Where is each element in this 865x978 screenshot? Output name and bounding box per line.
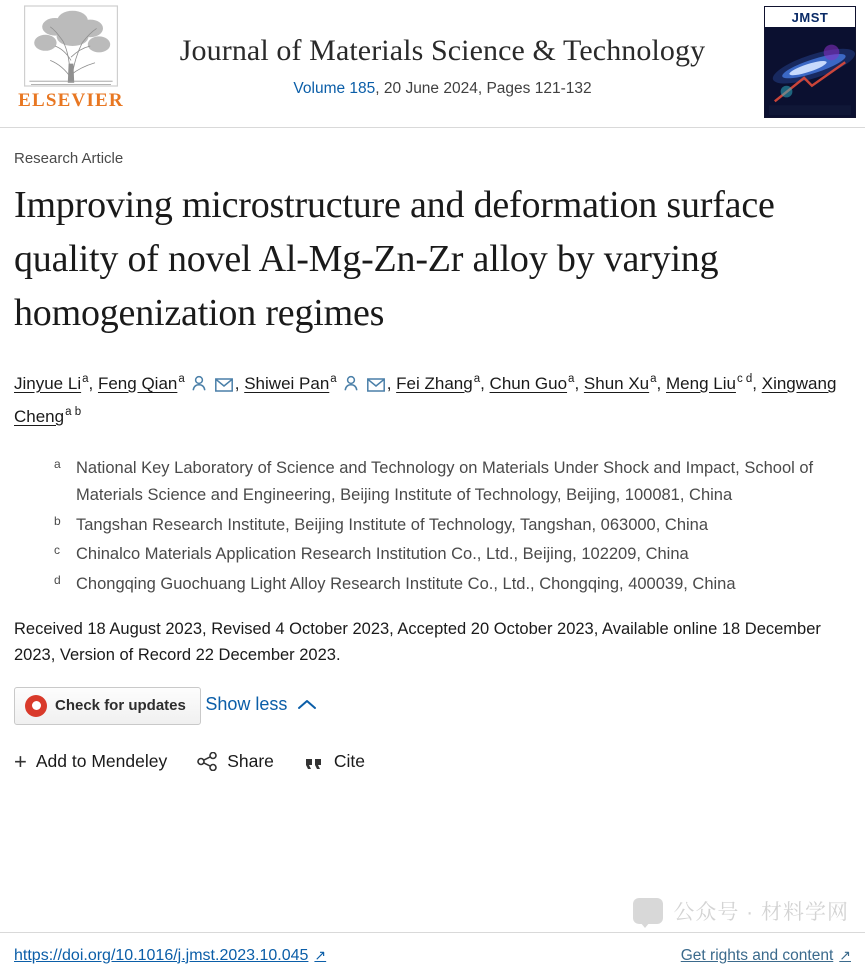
wechat-watermark: [633, 896, 849, 926]
doi-link[interactable]: [14, 947, 326, 965]
author-affiliation-mark: a: [473, 373, 481, 386]
issue-date: , 20 June 2024, Pages 121-132: [375, 79, 592, 97]
share-icon: [197, 752, 218, 771]
get-rights-label: Get rights and content: [680, 946, 834, 964]
author-person-icon[interactable]: [191, 375, 207, 392]
author-affiliation-mark: a: [650, 373, 657, 386]
page-title: Improving microstructure and deformation surface quality of novel Al-Mg-Zn-Zr alloy by varying homogenization regimes: [14, 184, 775, 334]
add-to-mendeley-label: Add to Mendeley: [35, 751, 168, 772]
external-link-icon: ↗: [839, 947, 851, 963]
affiliation-text: National Key Laboratory of Science and Technology on Materials Under Shock and Impact, School of Materials Science and Engineering, Beijing Institute of Technology, Beijing, 100081, China: [76, 459, 814, 504]
article-footer: [0, 932, 865, 978]
affiliation-mark: b: [54, 513, 61, 528]
author-email-icon[interactable]: [215, 378, 233, 392]
article-actions: [14, 748, 851, 774]
elsevier-wordmark: ELSEVIER: [18, 90, 124, 111]
affiliation-text: Chongqing Guochuang Light Alloy Research Institute Co., Ltd., Chongqing, 400039, China: [76, 575, 736, 594]
show-less-toggle[interactable]: [205, 694, 317, 715]
author-separator: ,: [480, 373, 490, 393]
add-to-mendeley-button[interactable]: [14, 748, 168, 774]
author-affiliation-mark: a: [178, 373, 185, 386]
external-link-icon: ↗: [314, 947, 327, 963]
author-separator: ,: [574, 373, 584, 393]
author-affiliation-mark: c d: [736, 373, 753, 386]
author-name[interactable]: Shun Xu: [583, 373, 650, 393]
author-affiliation-mark: a b: [65, 406, 82, 419]
author-affiliation-mark: a: [568, 373, 575, 386]
author-name[interactable]: Meng Liu: [666, 373, 736, 393]
affiliation-text: Tangshan Research Institute, Beijing Institute of Technology, Tangshan, 063000, China: [76, 515, 709, 534]
author-email-icon[interactable]: [367, 378, 385, 392]
article-body: [0, 128, 865, 773]
doi-text: https://doi.org/10.1016/j.jmst.2023.10.045: [14, 946, 309, 964]
author-separator: ,: [386, 373, 397, 393]
share-button[interactable]: [197, 751, 274, 772]
quote-icon: [304, 753, 325, 770]
author-affiliation-mark: a: [330, 373, 337, 386]
author-person-icon[interactable]: [343, 375, 359, 392]
journal-cover-block[interactable]: [755, 0, 865, 127]
affiliation-mark: c: [54, 543, 60, 558]
share-label: Share: [227, 751, 274, 772]
watermark-text: 公众号 · 材料学网: [673, 901, 849, 924]
elsevier-tree-icon: [23, 4, 119, 88]
affiliation-item: [54, 512, 851, 539]
affiliation-mark: d: [54, 573, 61, 588]
author-list: [14, 367, 851, 433]
journal-title-block: [130, 0, 755, 127]
author-affiliation-mark: a: [82, 373, 89, 386]
journal-header: [0, 0, 865, 128]
get-rights-link[interactable]: [681, 947, 851, 965]
affiliation-item: [54, 455, 851, 508]
cover-masthead: JMST: [765, 7, 855, 27]
article-type-label: Research Article: [14, 150, 124, 167]
author-name[interactable]: Chun Guo: [489, 373, 568, 393]
affiliation-list: [14, 455, 851, 598]
show-less-label: Show less: [205, 694, 288, 715]
author-name[interactable]: Xingwang Cheng: [14, 373, 837, 426]
wechat-icon: [633, 898, 663, 924]
crossmark-badge[interactable]: [14, 687, 201, 725]
affiliation-mark: a: [54, 457, 61, 472]
journal-cover-image[interactable]: [764, 6, 856, 118]
cite-button[interactable]: [304, 751, 365, 772]
affiliation-item: [54, 571, 851, 598]
author-separator: ,: [656, 373, 666, 393]
author-separator: ,: [752, 373, 762, 393]
plus-icon: +: [14, 748, 27, 774]
crossmark-label: Check for updates: [55, 697, 186, 715]
volume-link[interactable]: Volume 185: [293, 79, 376, 97]
journal-issue-line: [293, 80, 591, 98]
cover-artwork-icon: [765, 27, 855, 117]
chevron-up-icon: [297, 698, 317, 711]
author-name[interactable]: Feng Qian: [97, 373, 178, 393]
journal-name[interactable]: Journal of Materials Science & Technology: [179, 33, 706, 67]
author-separator: ,: [234, 373, 245, 393]
cite-label: Cite: [333, 751, 366, 772]
author-name[interactable]: Fei Zhang: [396, 373, 473, 393]
affiliation-text: Chinalco Materials Application Research Institution Co., Ltd., Beijing, 102209, China: [76, 545, 689, 564]
affiliation-item: [54, 541, 851, 568]
author-name[interactable]: Shiwei Pan: [244, 373, 330, 393]
author-separator: ,: [88, 373, 98, 393]
elsevier-logo[interactable]: [0, 0, 130, 127]
author-name[interactable]: Jinyue Li: [14, 373, 82, 393]
crossmark-icon: [25, 695, 47, 717]
publication-history: Received 18 August 2023, Revised 4 October 2023, Accepted 20 October 2023, Available online 18 December 2023, Version of Record 22 December 2023.: [14, 619, 821, 665]
